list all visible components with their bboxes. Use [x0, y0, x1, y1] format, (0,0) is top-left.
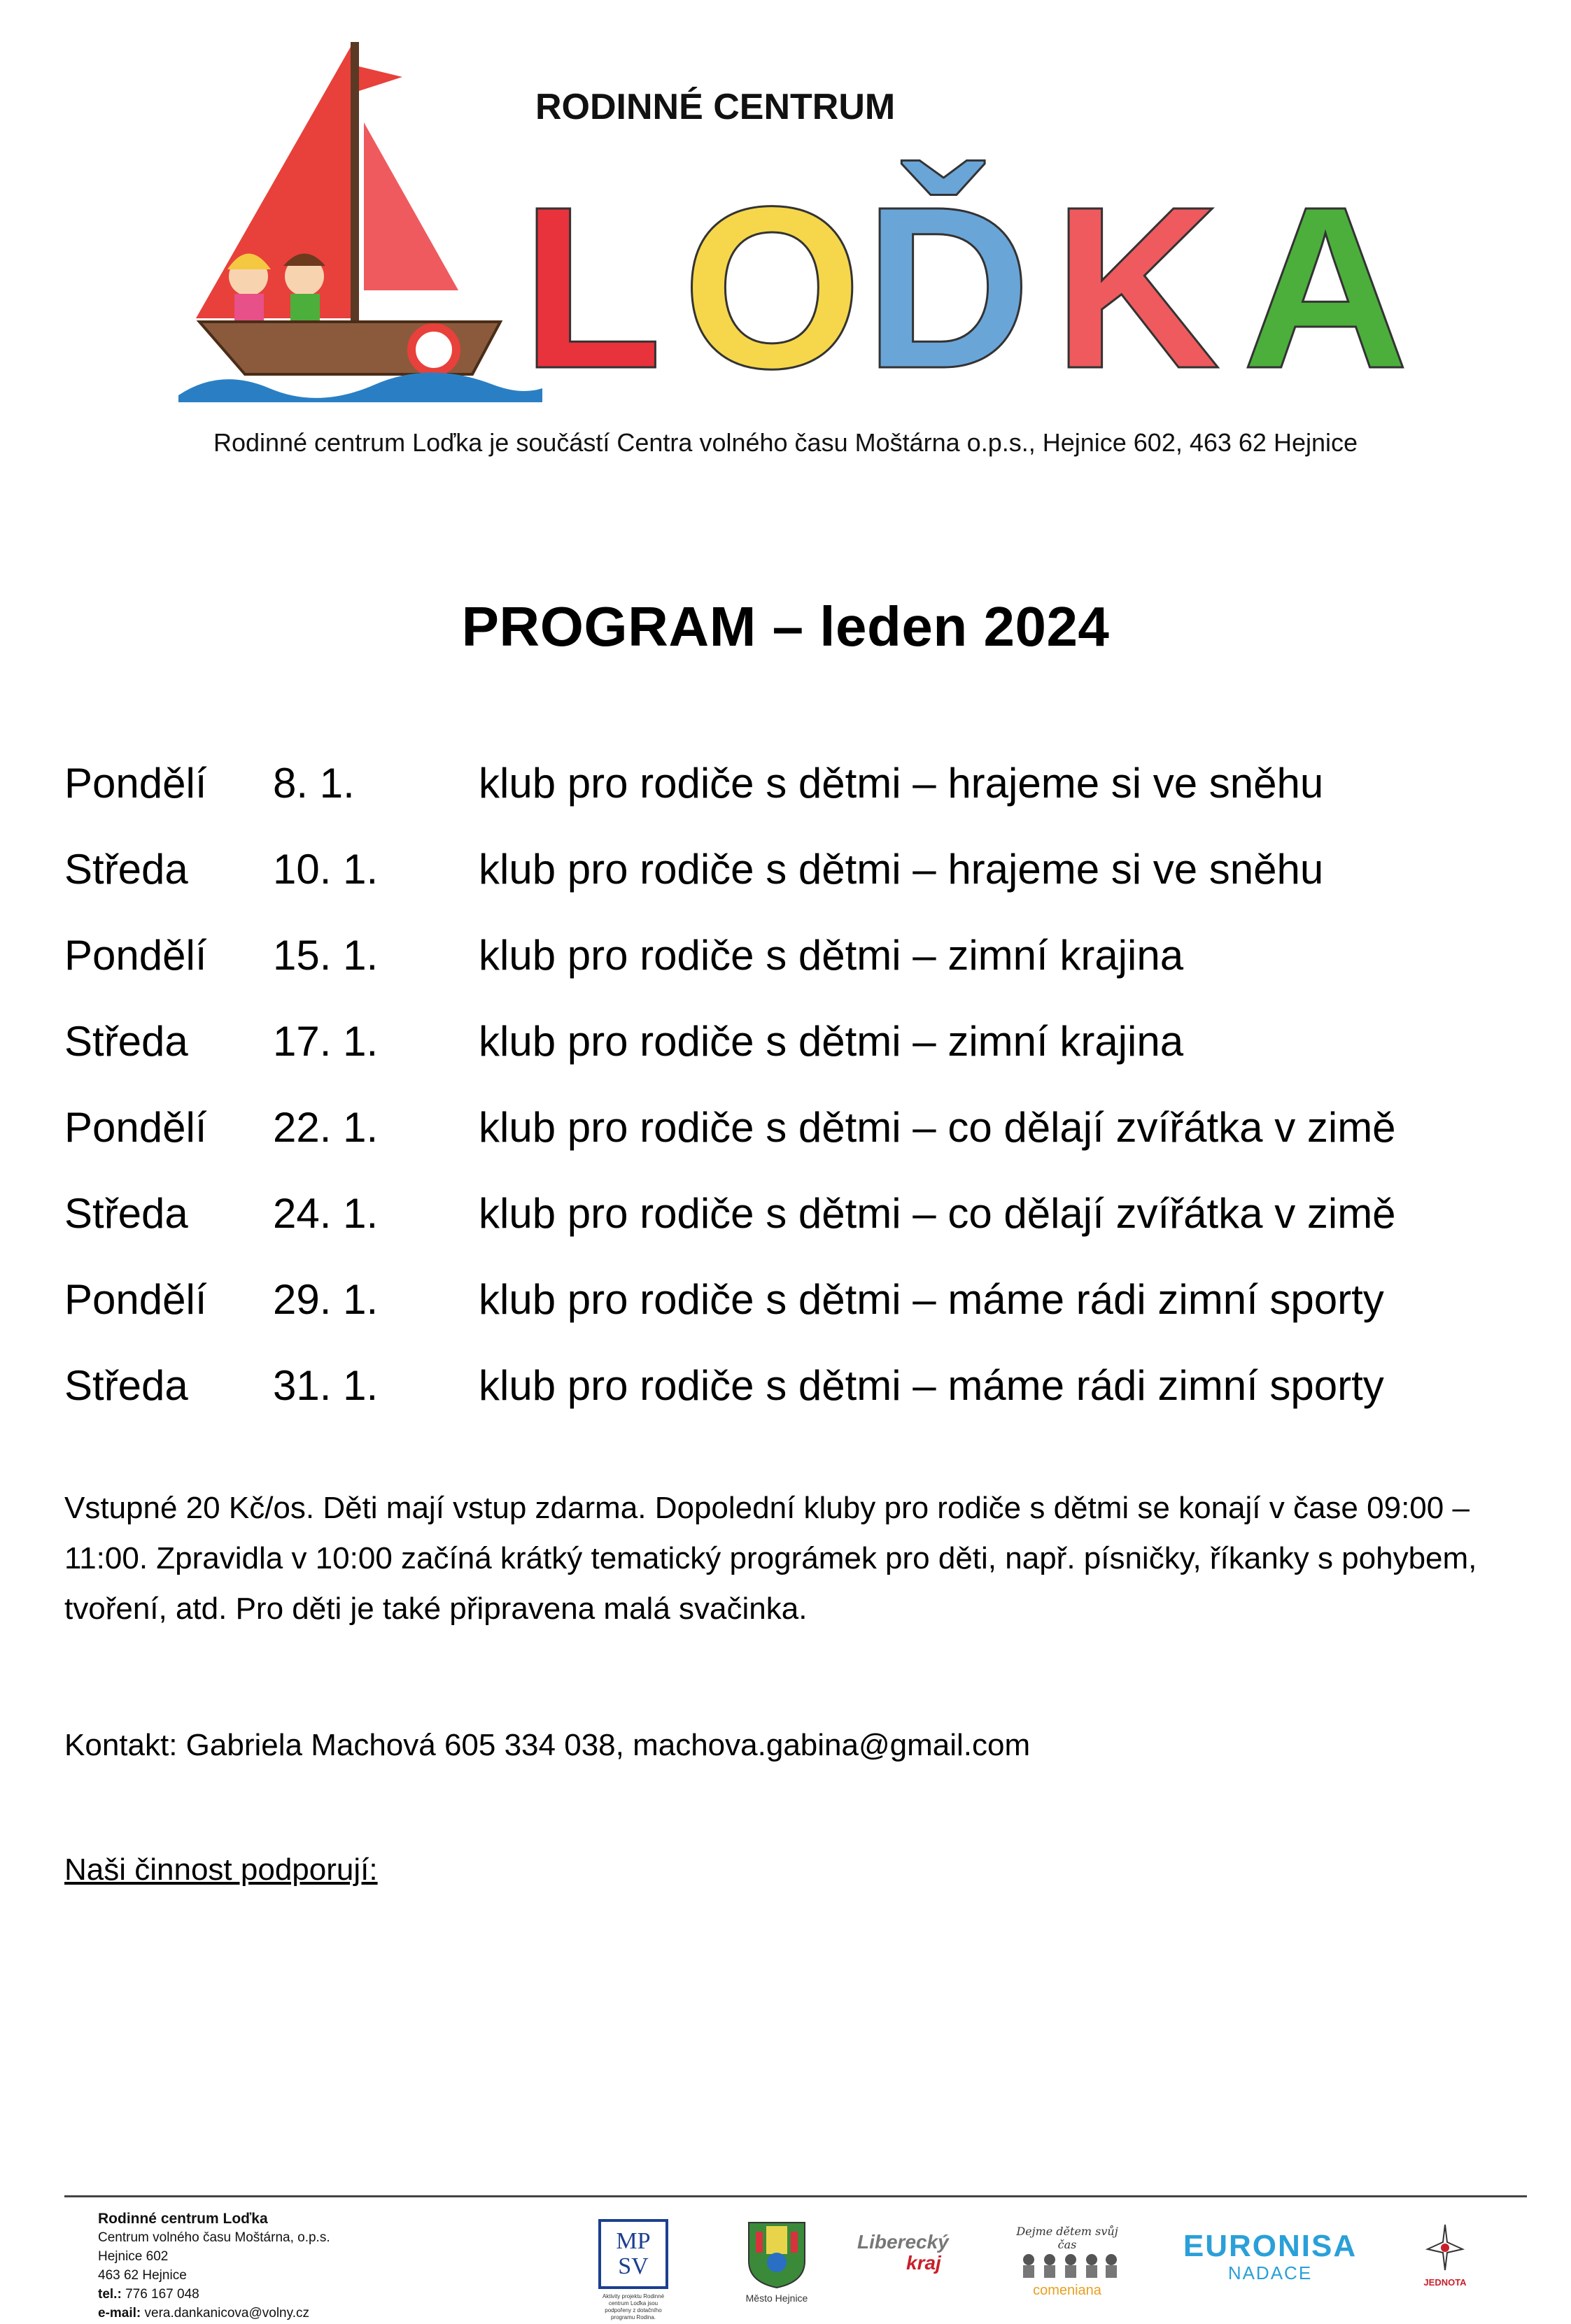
kraj-text: kraj [906, 2252, 941, 2274]
euronisa-text: EURONISA [1183, 2229, 1358, 2263]
schedule-day: Pondělí [64, 932, 207, 979]
hejnice-crest-icon [745, 2219, 808, 2289]
footer-line-2: Hejnice 602 [98, 2249, 169, 2264]
organization-line: Rodinné centrum Loďka je součástí Centra volného času Moštárna o.p.s., Hejnice 602, 463 62 Hejnice [213, 428, 1358, 457]
schedule-activity: klub pro rodiče s dětmi – máme rádi zimní sporty [479, 1276, 1384, 1323]
schedule-day: Středa [64, 1362, 188, 1409]
footer-address [98, 2209, 330, 2323]
sponsor-comeniana-logo [1008, 2225, 1127, 2299]
comeniana-name: comeniana [1033, 2283, 1101, 2298]
support-label: Naši činnost podporují: [64, 1852, 378, 1887]
logo-line-1: RODINNÉ CENTRUM [535, 87, 896, 127]
schedule-date: 31. 1. [273, 1362, 379, 1409]
footer-line-1: Centrum volného času Moštárna, o.p.s. [98, 2230, 330, 2245]
jednota-emblem-icon [1421, 2221, 1470, 2274]
mpsv-caption: Aktivity projektu Rodinné centrum Loďka jsou podpořeny z dotačního programu Rodina. [602, 2293, 665, 2321]
schedule-day: Pondělí [64, 1104, 207, 1151]
footer-divider [64, 2195, 1527, 2197]
logo-wordmark [521, 158, 1409, 402]
comeniana-tagline: Dejme dětem svůj čas [1016, 2225, 1118, 2251]
schedule-date: 15. 1. [273, 932, 379, 979]
logo-letter-a: A [1242, 158, 1409, 402]
info-paragraph: Vstupné 20 Kč/os. Děti mají vstup zdarma. Dopolední kluby pro rodiče s dětmi se konají v čase 09:00 – 11:00. Zpravidla v 10:00 začíná krátký tematický prográmek pro děti, např. písničky, říkanky s pohybem, tvoření, atd. Pro děti je také připravena malá svačinka. [64, 1491, 1477, 1626]
schedule-date: 10. 1. [273, 846, 379, 893]
schedule-activity: klub pro rodiče s dětmi – co dělají zvířátka v zimě [479, 1104, 1396, 1151]
footer-tel: tel.: 776 167 048 [98, 2287, 199, 2302]
logo-letter-l: L [521, 158, 663, 402]
schedule-day: Středa [64, 1018, 188, 1065]
schedule-day: Středa [64, 846, 188, 893]
jednota-text: JEDNOTA [1423, 2277, 1467, 2288]
sailboat-illustration [178, 42, 542, 402]
schedule-day: Pondělí [64, 760, 207, 807]
nadace-text: NADACE [1227, 2262, 1313, 2283]
logo-letter-o: O [682, 158, 862, 402]
logo-letter-d: Ď [864, 158, 1031, 402]
schedule-date: 24. 1. [273, 1190, 379, 1237]
sponsor-euronisa-logo [1176, 2230, 1365, 2284]
schedule-activity: klub pro rodiče s dětmi – zimní krajina [479, 1018, 1184, 1065]
schedule-date: 22. 1. [273, 1104, 379, 1151]
lodka-logo [178, 38, 1431, 402]
footer-org-name: Rodinné centrum Loďka [98, 2211, 268, 2227]
schedule-activity: klub pro rodiče s dětmi – hrajeme si ve sněhu [479, 760, 1324, 807]
footer-line-3: 463 62 Hejnice [98, 2268, 187, 2283]
schedule-activity: klub pro rodiče s dětmi – máme rádi zimní sporty [479, 1362, 1384, 1409]
children-figures-icon [1015, 2251, 1120, 2279]
mpsv-bottom-text: SV [618, 2253, 649, 2279]
contact-line: Kontakt: Gabriela Machová 605 334 038, machova.gabina@gmail.com [64, 1728, 1031, 1762]
liberecky-text: Liberecký [857, 2231, 949, 2253]
sponsor-liberecky-kraj-logo [857, 2232, 962, 2274]
schedule-activity: klub pro rodiče s dětmi – co dělají zvířátka v zimě [479, 1190, 1396, 1237]
schedule-activity: klub pro rodiče s dětmi – zimní krajina [479, 932, 1184, 979]
schedule-day: Středa [64, 1190, 188, 1237]
schedule-day: Pondělí [64, 1276, 207, 1323]
logo-letter-k: K [1053, 158, 1220, 402]
hejnice-caption: Město Hejnice [745, 2293, 808, 2304]
schedule-activity: klub pro rodiče s dětmi – hrajeme si ve sněhu [479, 846, 1324, 893]
schedule-date: 29. 1. [273, 1276, 379, 1323]
sponsor-mpsv-logo [595, 2219, 672, 2321]
schedule-date: 8. 1. [273, 760, 355, 807]
sponsor-jednota-logo [1414, 2221, 1477, 2288]
schedule-date: 17. 1. [273, 1018, 379, 1065]
mpsv-top-text: MP [616, 2228, 651, 2254]
footer-email: e-mail: vera.dankanicova@volny.cz [98, 2306, 309, 2321]
page-title: PROGRAM – leden 2024 [461, 595, 1110, 658]
sponsor-hejnice-logo [738, 2219, 815, 2304]
